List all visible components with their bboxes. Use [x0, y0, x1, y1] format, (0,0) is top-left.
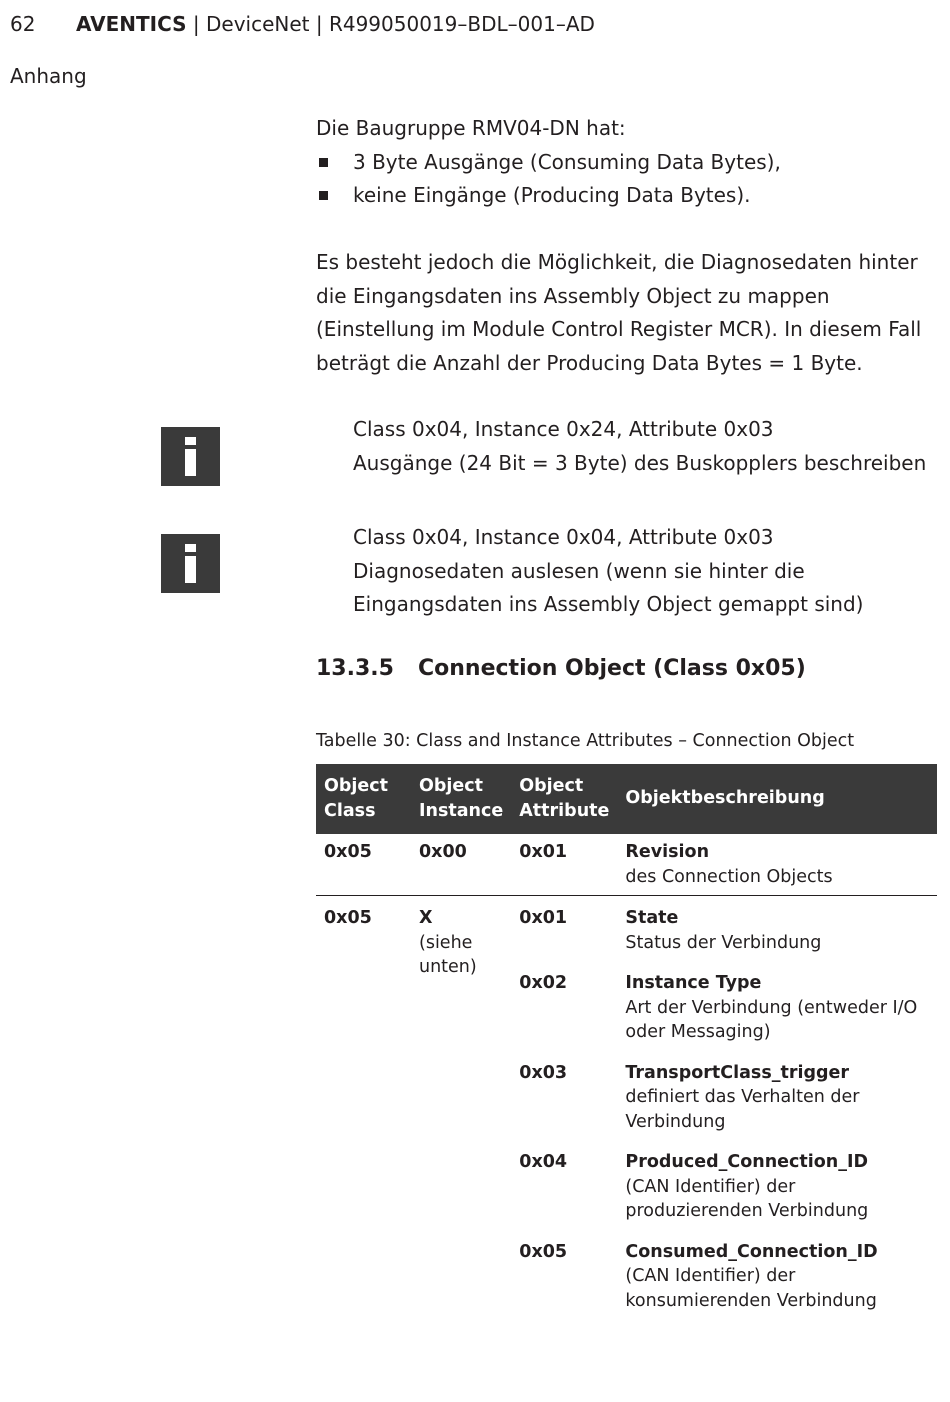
- table-caption: Tabelle 30: Class and Instance Attributes – Connection Object: [316, 731, 855, 751]
- attribute-name: Consumed_Connection_ID: [625, 1241, 878, 1262]
- note-reference: Class 0x04, Instance 0x04, Attribute 0x03: [353, 525, 774, 549]
- description-cell: [617, 1230, 937, 1320]
- object-attribute-cell: 0x02: [519, 973, 568, 993]
- attribute-name: Produced_Connection_ID: [625, 1152, 869, 1172]
- intro-lead: Die Baugruppe RMV04-DN hat:: [316, 116, 626, 140]
- info-icon: [161, 534, 220, 593]
- table-row: [316, 834, 937, 896]
- attributes-table: [316, 764, 937, 1319]
- object-instance-cell: [411, 896, 511, 1320]
- table-row: [316, 896, 937, 962]
- brand-name: AVENTICS: [76, 12, 187, 36]
- info-note: [353, 521, 938, 622]
- object-attribute-cell: 0x01: [519, 908, 568, 928]
- document-id: | DeviceNet | R499050019–BDL–001–AD: [186, 12, 595, 36]
- description-cell: [617, 834, 937, 896]
- page-header: [10, 12, 595, 36]
- attribute-name: TransportClass_trigger: [625, 1062, 850, 1083]
- attribute-description: definiert das Verhalten der Verbindung: [625, 1087, 860, 1132]
- attribute-description: Art der Verbindung (entweder I/O oder Messaging): [625, 997, 918, 1042]
- note-text: Ausgänge (24 Bit = 3 Byte) des Buskopplers beschreiben: [353, 450, 927, 475]
- section-heading: [316, 656, 806, 681]
- instance-note: (siehe unten): [419, 932, 477, 977]
- object-class-cell: 0x05: [316, 834, 411, 896]
- note-text: Diagnosedaten auslesen (wenn sie hinter die Eingangsdaten ins Assembly Object gemappt sind): [353, 558, 864, 616]
- page-number: 62: [10, 12, 36, 36]
- attribute-description: Status der Verbindung: [625, 932, 822, 953]
- description-cell: [617, 1051, 937, 1141]
- intro-paragraph: Es besteht jedoch die Möglichkeit, die Diagnosedaten hinter die Eingangsdaten ins Assembly Object zu mappen (Einstellung im Module Control Register MCR). In diesem Fall beträgt die Anzahl der Producing Data Bytes = 1 Byte.: [316, 250, 922, 375]
- heading-number: 13.3.5: [316, 656, 394, 681]
- object-attribute-cell: 0x01: [511, 834, 617, 896]
- table-header-row: [316, 764, 937, 834]
- bullet-item: keine Eingänge (Producing Data Bytes).: [316, 179, 938, 213]
- section-label: Anhang: [10, 64, 87, 88]
- info-note: [353, 413, 938, 480]
- column-header: Objektbeschreibung: [617, 764, 937, 834]
- attribute-name: Instance Type: [625, 973, 762, 993]
- instance-value: X: [419, 908, 433, 928]
- attribute-name: State: [625, 908, 679, 928]
- attribute-description: (CAN Identifier) der produzierenden Verbindung: [625, 1176, 869, 1221]
- column-header: Object Class: [316, 764, 411, 834]
- info-icon: [161, 427, 220, 486]
- bullet-item: 3 Byte Ausgänge (Consuming Data Bytes),: [316, 146, 938, 180]
- attribute-description: (CAN Identifier) der konsumierenden Verbindung: [625, 1266, 877, 1311]
- object-attribute-cell: 0x03: [519, 1062, 568, 1083]
- object-instance-cell: 0x00: [411, 834, 511, 896]
- bullet-list: [316, 146, 938, 213]
- intro-block: [316, 112, 938, 213]
- attribute-description: des Connection Objects: [625, 866, 833, 887]
- description-cell: [617, 1140, 937, 1230]
- object-attribute-cell: 0x05: [519, 1241, 568, 1262]
- heading-title: Connection Object (Class 0x05): [418, 656, 806, 681]
- column-header: Object Attribute: [511, 764, 617, 834]
- object-class-cell: 0x05: [324, 908, 372, 928]
- attribute-name: Revision: [625, 842, 710, 862]
- column-header: Object Instance: [411, 764, 511, 834]
- description-cell: [617, 961, 937, 1051]
- object-attribute-cell: 0x04: [519, 1152, 568, 1172]
- note-reference: Class 0x04, Instance 0x24, Attribute 0x03: [353, 417, 774, 441]
- description-cell: [617, 896, 937, 962]
